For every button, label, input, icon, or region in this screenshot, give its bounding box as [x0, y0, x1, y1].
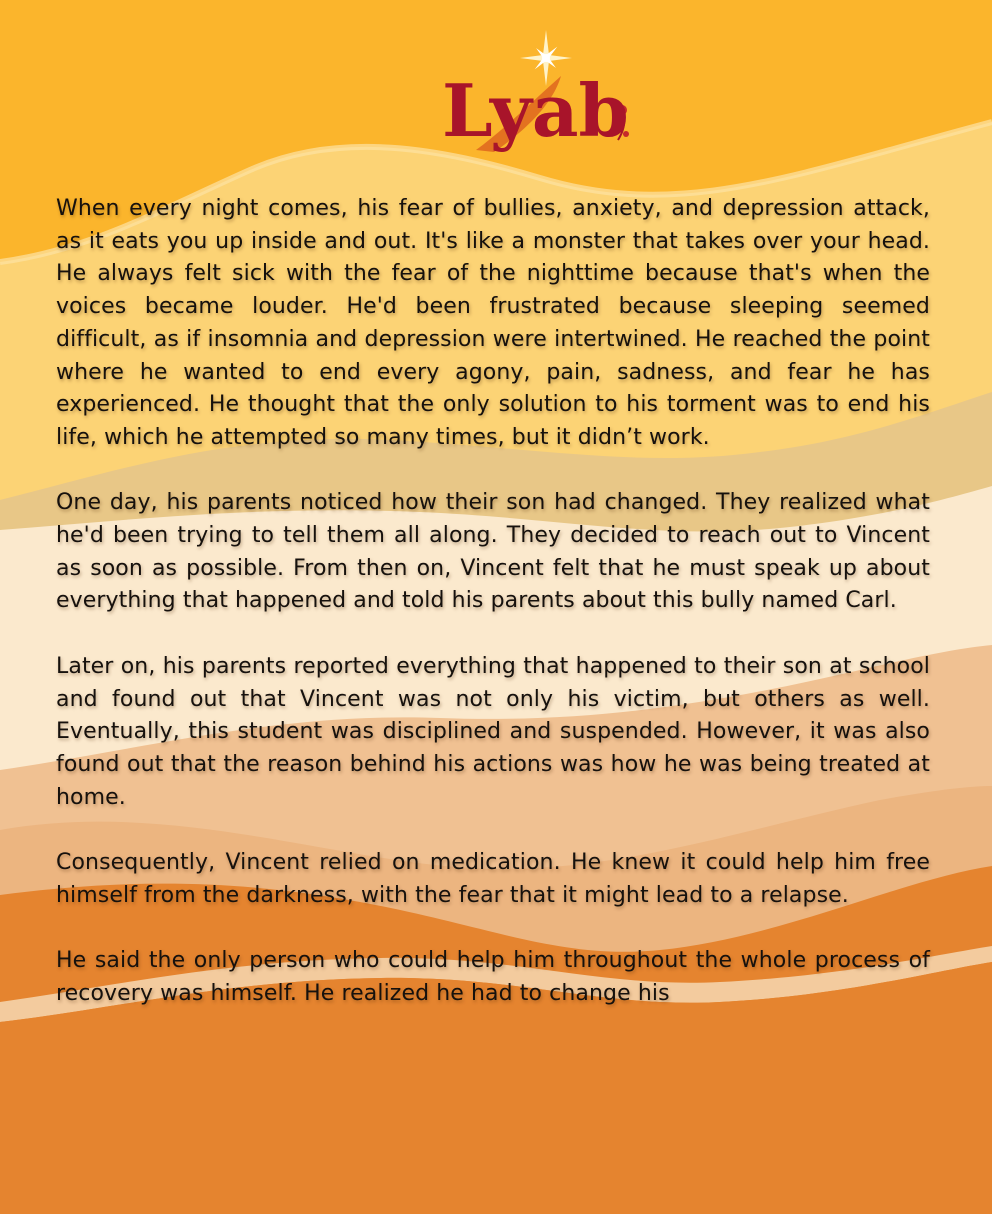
story-paragraph-2: One day, his parents noticed how their son had changed. They realized what he'd been trying to tell them all along. They decided to reach out to Vincent as soon as possible. From then on, Vincent felt that he must speak up about everything that happened and told his parents about this bully named Carl.	[56, 490, 930, 614]
story-paragraph-4: Consequently, Vincent relied on medication. He knew it could help him free himself from the darkness, with the fear that it might lead to a relapse.	[56, 850, 930, 908]
story-paragraph-1: When every night comes, his fear of bullies, anxiety, and depression attack, as it eats you up inside and out. It's like a monster that takes over your head. He always felt sick with the fear of the nighttime because that's when the voices became louder. He'd been frustrated because sleeping seemed difficult, as if insomnia and depression were intertwined. He reached the point where he wanted to end every agony, pain, sadness, and fear he has experienced. He thought that the only solution to his torment was to end his life, which he attempted so many times, but it didn’t work.	[56, 196, 930, 450]
brand-logo	[436, 28, 636, 164]
story-paragraph-3: Later on, his parents reported everything that happened to their son at school and found out that Vincent was not only his victim, but others as well. Eventually, this student was disciplined and suspended. However, it was also found out that the reason behind his actions was how he was being treated at home.	[56, 653, 930, 810]
logo-wordmark: Lyab	[442, 68, 629, 153]
story-body	[56, 193, 930, 1011]
story-paragraph-5: He said the only person who could help him throughout the whole process of recovery was himself. He realized he had to change his	[56, 948, 930, 1006]
